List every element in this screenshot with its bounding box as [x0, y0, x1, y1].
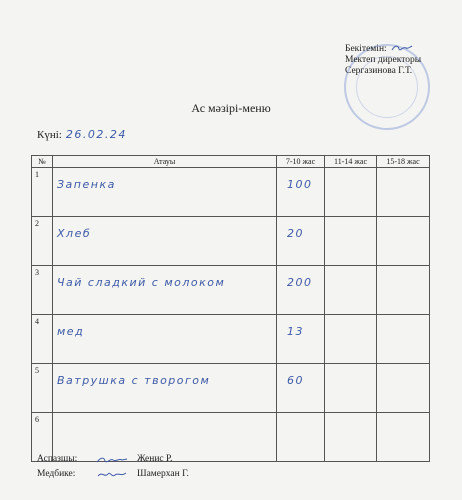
table-row — [32, 315, 430, 364]
qty-cell — [277, 266, 325, 315]
row-number: 4 — [32, 315, 53, 364]
header-number: № — [32, 156, 53, 168]
row-number: 5 — [32, 364, 53, 413]
empty-cell — [325, 168, 377, 217]
table-row — [32, 168, 430, 217]
row-number: 1 — [32, 168, 53, 217]
date-label: Күні: — [37, 129, 62, 141]
qty-cell — [277, 413, 325, 462]
dish-name: мед — [57, 325, 85, 338]
cook-signature-icon — [95, 455, 129, 465]
table-header-row — [32, 156, 430, 168]
qty-cell — [277, 168, 325, 217]
empty-cell — [377, 364, 430, 413]
empty-cell — [325, 413, 377, 462]
date-value: 26.02.24 — [65, 128, 127, 141]
dish-qty: 13 — [287, 325, 304, 338]
dish-name: Ватрушка с творогом — [57, 374, 211, 387]
qty-cell — [277, 217, 325, 266]
qty-cell — [277, 364, 325, 413]
header-name: Атауы — [53, 156, 277, 168]
cook-signature-row — [37, 452, 189, 467]
dish-name: Чай сладкий с молоком — [57, 276, 226, 289]
empty-cell — [325, 364, 377, 413]
qty-cell — [277, 315, 325, 364]
signature-block — [37, 452, 189, 482]
page-title: Ас мәзірі-меню — [191, 101, 271, 115]
table-row — [32, 266, 430, 315]
dish-name: Запенка — [57, 178, 116, 191]
table-row — [32, 217, 430, 266]
empty-cell — [325, 315, 377, 364]
cook-name: Женис Р. — [137, 454, 173, 464]
row-number: 2 — [32, 217, 53, 266]
nurse-signature-icon — [95, 470, 129, 480]
dish-cell — [53, 315, 277, 364]
dish-cell — [53, 217, 277, 266]
header-age-15-18: 15-18 жас — [377, 156, 430, 168]
dish-qty: 200 — [287, 276, 313, 289]
row-number: 6 — [32, 413, 53, 462]
approval-label: Бекітемін: — [345, 44, 387, 54]
header-age-7-10: 7-10 жас — [277, 156, 325, 168]
dish-name: Хлеб — [57, 227, 92, 240]
empty-cell — [325, 266, 377, 315]
empty-cell — [377, 168, 430, 217]
empty-cell — [325, 217, 377, 266]
approval-block — [345, 44, 460, 77]
nurse-name: Шамерхан Г. — [137, 469, 189, 479]
dish-cell — [53, 364, 277, 413]
empty-cell — [377, 217, 430, 266]
empty-cell — [377, 266, 430, 315]
empty-cell — [377, 315, 430, 364]
dish-cell — [53, 168, 277, 217]
director-name: Сергазинова Г.Т. — [345, 66, 413, 76]
dish-cell — [53, 266, 277, 315]
dish-qty: 60 — [287, 374, 304, 387]
menu-table — [31, 155, 430, 462]
date-row — [37, 128, 127, 141]
table-row — [32, 364, 430, 413]
dish-qty: 20 — [287, 227, 304, 240]
nurse-role: Медбике: — [37, 469, 76, 479]
director-position: Мектеп директоры — [345, 55, 422, 65]
cook-role: Аспазшы: — [37, 454, 78, 464]
dish-qty: 100 — [287, 178, 313, 191]
row-number: 3 — [32, 266, 53, 315]
director-signature-icon — [391, 44, 413, 53]
header-age-11-14: 11-14 жас — [325, 156, 377, 168]
empty-cell — [377, 413, 430, 462]
nurse-signature-row — [37, 467, 189, 482]
